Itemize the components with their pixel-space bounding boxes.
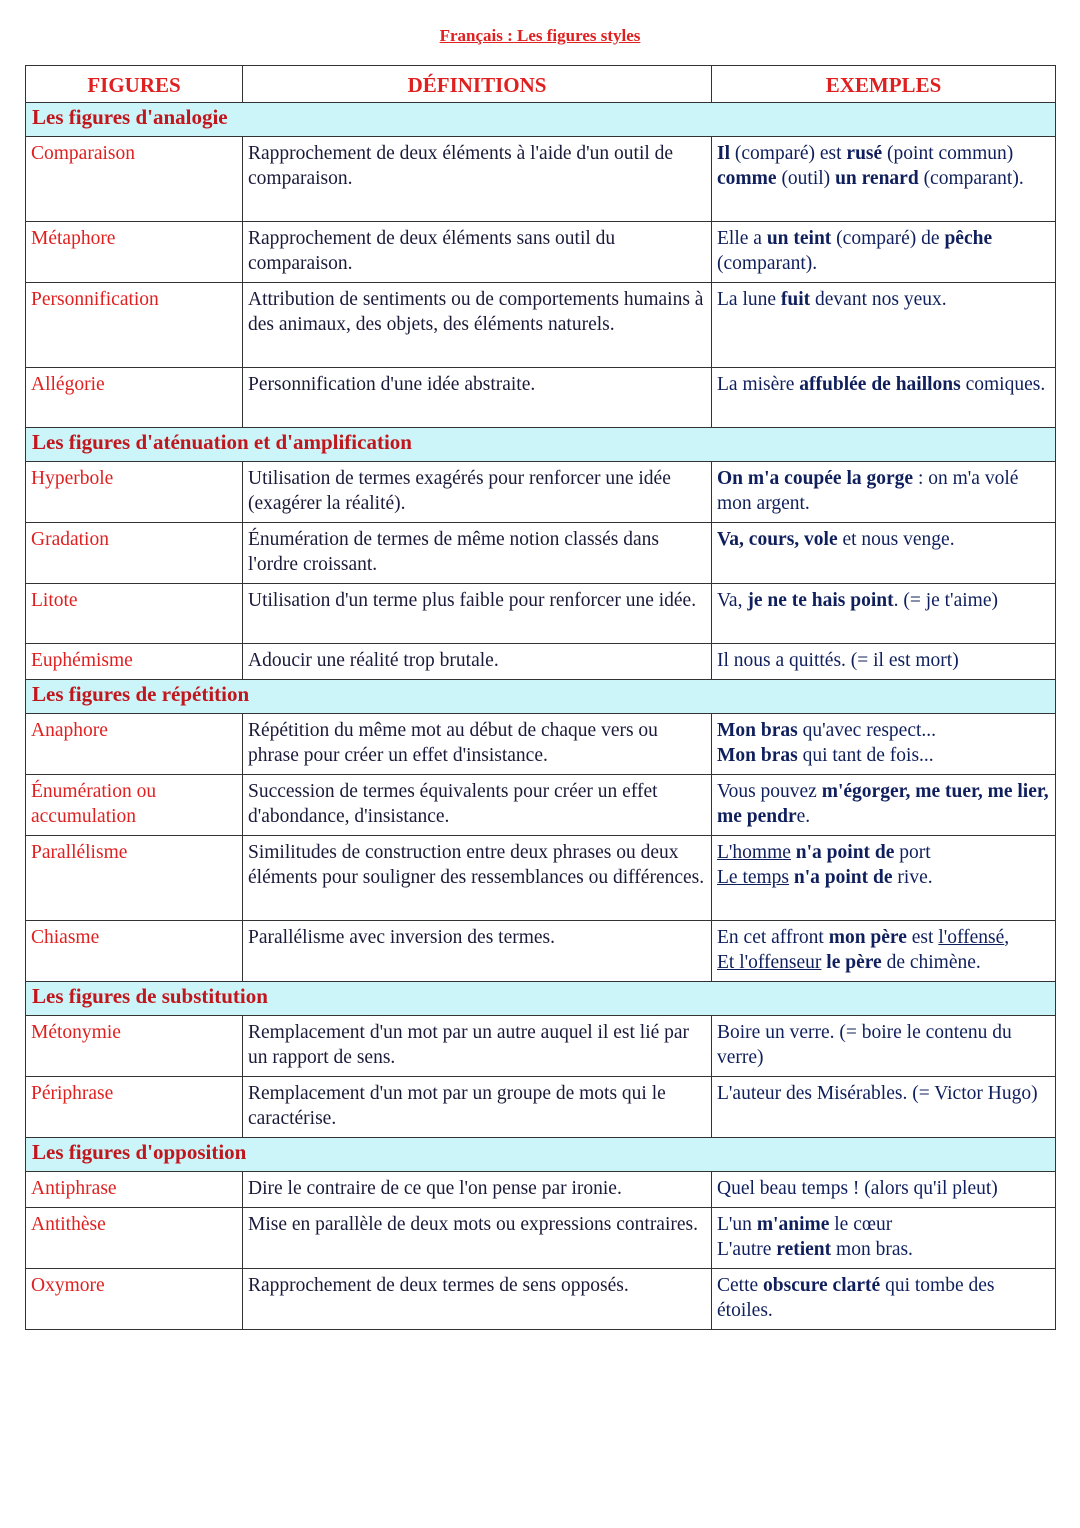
section-row bbox=[26, 103, 1056, 137]
figure-example: Vous pouvez m'égorger, me tuer, me lier, me pendre. bbox=[712, 775, 1056, 836]
figure-definition: Répétition du même mot au début de chaque vers ou phrase pour créer un effet d'insistance. bbox=[243, 714, 712, 775]
table-row bbox=[26, 222, 1056, 283]
figure-name: Anaphore bbox=[26, 714, 243, 775]
figure-definition: Parallélisme avec inversion des termes. bbox=[243, 921, 712, 982]
figure-example: Boire un verre. (= boire le contenu du verre) bbox=[712, 1016, 1056, 1077]
table-row bbox=[26, 921, 1056, 982]
figure-example: Il nous a quittés. (= il est mort) bbox=[712, 644, 1056, 680]
table-row bbox=[26, 1016, 1056, 1077]
table-row bbox=[26, 137, 1056, 222]
section-title: Les figures de répétition bbox=[26, 680, 1056, 714]
figure-name: Métaphore bbox=[26, 222, 243, 283]
page-title: Français : Les figures styles bbox=[439, 26, 641, 45]
figure-definition: Similitudes de construction entre deux phrases ou deux éléments pour souligner des ressemblances ou différences. bbox=[243, 836, 712, 921]
figure-definition: Personnification d'une idée abstraite. bbox=[243, 368, 712, 428]
figure-example: Elle a un teint (comparé) de pêche (comparant). bbox=[712, 222, 1056, 283]
figure-name: Litote bbox=[26, 584, 243, 644]
figure-name: Métonymie bbox=[26, 1016, 243, 1077]
figure-name: Parallélisme bbox=[26, 836, 243, 921]
figure-name: Périphrase bbox=[26, 1077, 243, 1138]
figure-name: Euphémisme bbox=[26, 644, 243, 680]
section-row bbox=[26, 982, 1056, 1016]
table-row bbox=[26, 775, 1056, 836]
figure-example: Il (comparé) est rusé (point commun) comme (outil) un renard (comparant). bbox=[712, 137, 1056, 222]
section-row bbox=[26, 428, 1056, 462]
figure-example: L'homme n'a point de port Le temps n'a point de rive. bbox=[712, 836, 1056, 921]
figure-definition: Dire le contraire de ce que l'on pense par ironie. bbox=[243, 1172, 712, 1208]
figure-definition: Remplacement d'un mot par un groupe de mots qui le caractérise. bbox=[243, 1077, 712, 1138]
table-row bbox=[26, 584, 1056, 644]
figures-table bbox=[25, 65, 1056, 1330]
figure-name: Oxymore bbox=[26, 1269, 243, 1330]
table-row bbox=[26, 1172, 1056, 1208]
figure-example: L'auteur des Misérables. (= Victor Hugo) bbox=[712, 1077, 1056, 1138]
figure-definition: Remplacement d'un mot par un autre auquel il est lié par un rapport de sens. bbox=[243, 1016, 712, 1077]
section-row bbox=[26, 1138, 1056, 1172]
figure-definition: Rapprochement de deux termes de sens opposés. bbox=[243, 1269, 712, 1330]
section-title: Les figures d'opposition bbox=[26, 1138, 1056, 1172]
figure-example: Va, cours, vole et nous venge. bbox=[712, 523, 1056, 584]
header-examples: EXEMPLES bbox=[712, 66, 1056, 103]
figure-example: Cette obscure clarté qui tombe des étoiles. bbox=[712, 1269, 1056, 1330]
figure-definition: Mise en parallèle de deux mots ou expressions contraires. bbox=[243, 1208, 712, 1269]
figure-example: La misère affublée de haillons comiques. bbox=[712, 368, 1056, 428]
figure-name: Personnification bbox=[26, 283, 243, 368]
section-row bbox=[26, 680, 1056, 714]
figure-name: Comparaison bbox=[26, 137, 243, 222]
figure-definition: Rapprochement de deux éléments à l'aide d'un outil de comparaison. bbox=[243, 137, 712, 222]
figure-name: Allégorie bbox=[26, 368, 243, 428]
table-row bbox=[26, 523, 1056, 584]
section-title: Les figures d'aténuation et d'amplification bbox=[26, 428, 1056, 462]
header-definitions: DÉFINITIONS bbox=[243, 66, 712, 103]
figure-name: Hyperbole bbox=[26, 462, 243, 523]
figure-definition: Succession de termes équivalents pour créer un effet d'abondance, d'insistance. bbox=[243, 775, 712, 836]
figure-name: Antiphrase bbox=[26, 1172, 243, 1208]
table-row bbox=[26, 1269, 1056, 1330]
table-row bbox=[26, 283, 1056, 368]
figure-example: Mon bras qu'avec respect... Mon bras qui tant de fois... bbox=[712, 714, 1056, 775]
table-row bbox=[26, 644, 1056, 680]
table-row bbox=[26, 1208, 1056, 1269]
figure-definition: Adoucir une réalité trop brutale. bbox=[243, 644, 712, 680]
figure-definition: Utilisation d'un terme plus faible pour renforcer une idée. bbox=[243, 584, 712, 644]
figure-name: Gradation bbox=[26, 523, 243, 584]
figure-example: L'un m'anime le cœur L'autre retient mon bras. bbox=[712, 1208, 1056, 1269]
figure-example: Va, je ne te hais point. (= je t'aime) bbox=[712, 584, 1056, 644]
table-row bbox=[26, 836, 1056, 921]
section-title: Les figures d'analogie bbox=[26, 103, 1056, 137]
figure-name: Énumération ou accumulation bbox=[26, 775, 243, 836]
section-title: Les figures de substitution bbox=[26, 982, 1056, 1016]
figure-definition: Rapprochement de deux éléments sans outil du comparaison. bbox=[243, 222, 712, 283]
figure-example: En cet affront mon père est l'offensé, Et l'offenseur le père de chimène. bbox=[712, 921, 1056, 982]
figure-definition: Attribution de sentiments ou de comportements humains à des animaux, des objets, des éléments naturels. bbox=[243, 283, 712, 368]
figure-definition: Énumération de termes de même notion classés dans l'ordre croissant. bbox=[243, 523, 712, 584]
figure-example: La lune fuit devant nos yeux. bbox=[712, 283, 1056, 368]
table-row bbox=[26, 368, 1056, 428]
header-row bbox=[26, 66, 1056, 103]
figure-example: Quel beau temps ! (alors qu'il pleut) bbox=[712, 1172, 1056, 1208]
table-row bbox=[26, 462, 1056, 523]
table-row bbox=[26, 1077, 1056, 1138]
figure-example: On m'a coupée la gorge : on m'a volé mon argent. bbox=[712, 462, 1056, 523]
figure-definition: Utilisation de termes exagérés pour renforcer une idée (exagérer la réalité). bbox=[243, 462, 712, 523]
table-row bbox=[26, 714, 1056, 775]
header-figures: FIGURES bbox=[26, 66, 243, 103]
figure-name: Chiasme bbox=[26, 921, 243, 982]
figure-name: Antithèse bbox=[26, 1208, 243, 1269]
